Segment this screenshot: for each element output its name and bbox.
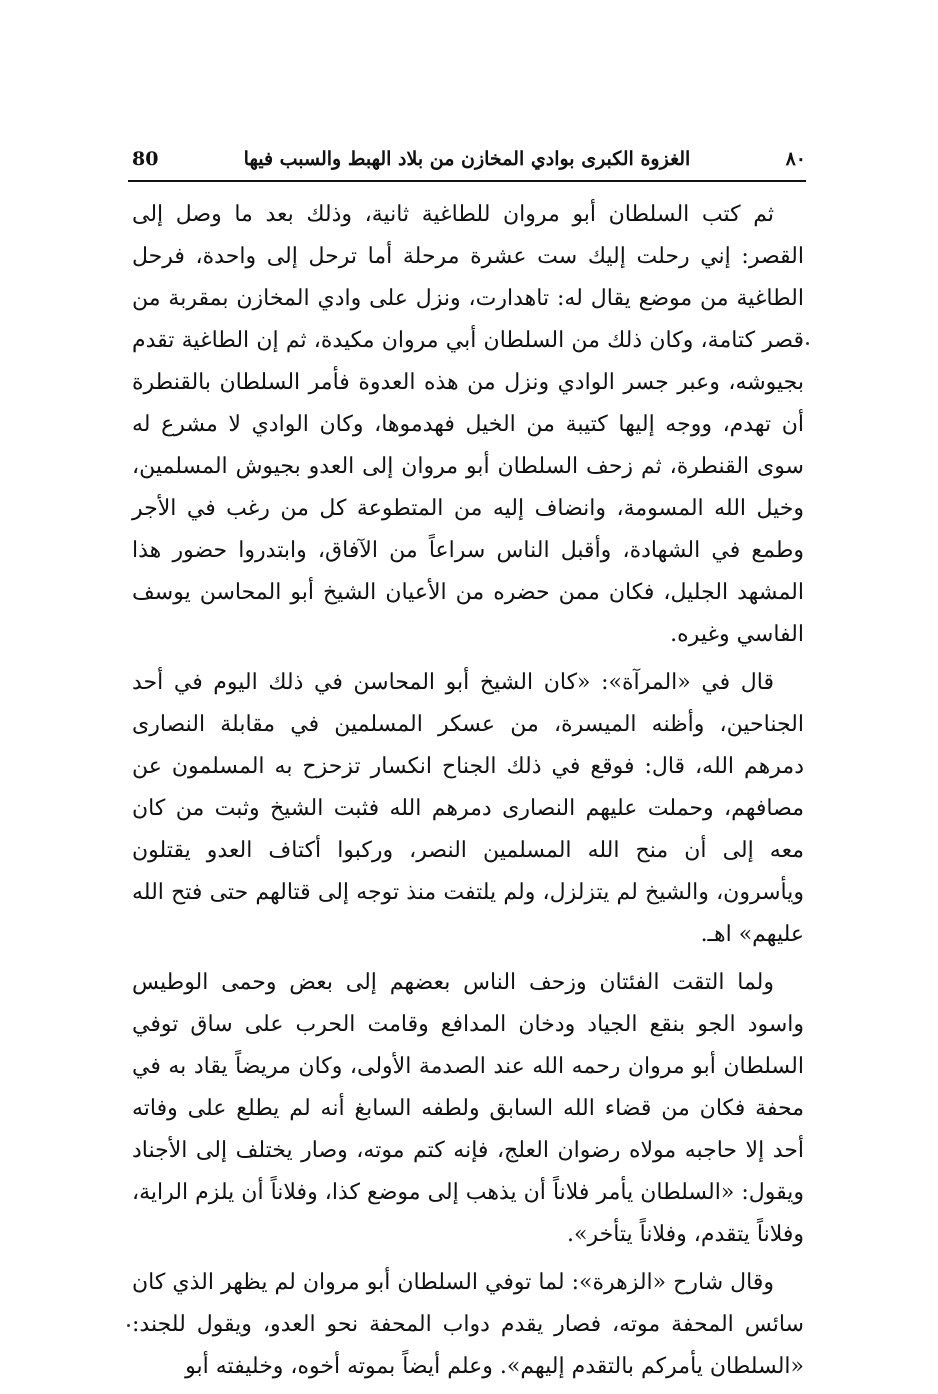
scan-speck <box>127 1324 130 1327</box>
page-number-latin: 80 <box>132 148 159 170</box>
paragraph-4: وقال شارح «الزهرة»: لما توفي السلطان أبو مروان لم يظهر الذي كان سائس المحفة موته، فصار يقدم دواب المحفة نحو العدو، ويقول للجند: «السلطان يأمركم بالتقدم إليهم». وعلم أيضاً بموته أخوه، وخليفته أبو <box>132 1270 804 1379</box>
running-title: الغزوة الكبرى بوادي المخازن من بلاد الهبط والسبب فيها <box>243 148 691 170</box>
page-body <box>132 194 804 1394</box>
running-header <box>128 146 806 182</box>
scan-speck <box>806 342 809 345</box>
paragraph-3: ولما التقت الفئتان وزحف الناس بعضهم إلى بعض وحمى الوطيس واسود الجو بنقع الجياد ودخان المدافع وقامت الحرب على ساق توفي السلطان أبو مروان رحمه الله عند الصدمة الأولى، وكان مريضاً يقاد به في محفة فكان من قضاء الله السابق ولطفه السابغ أنه لم يطلع على وفاته أحد إلا حاجبه مولاه رضوان العلج، فإنه كتم موته، وصار يختلف إلى الأجناد ويقول: «السلطان يأمر فلاناً أن يذهب إلى موضع كذا، وفلاناً أن يلزم الراية، وفلاناً يتقدم، وفلاناً يتأخر». <box>132 970 804 1247</box>
page-number-arabic: ٨٠ <box>785 148 806 170</box>
paragraph-2: قال في «المرآة»: «كان الشيخ أبو المحاسن في ذلك اليوم في أحد الجناحين، وأظنه الميسرة، من عسكر المسلمين في مقابلة النصارى دمرهم الله، قال: فوقع في ذلك الجناح انكسار تزحزح به المسلمون عن مصافهم، وحملت عليهم النصارى دمرهم الله فثبت الشيخ وثبت من كان معه إلى أن منح الله المسلمين النصر، وركبوا أكتاف العدو يقتلون ويأسرون، والشيخ لم يتزلزل، ولم يلتفت منذ توجه إلى قتالهم حتى فتح الله عليهم» اهـ. <box>132 670 804 947</box>
paragraph-1: ثم كتب السلطان أبو مروان للطاغية ثانية، وذلك بعد ما وصل إلى القصر: إني رحلت إليك ست عشرة مرحلة أما ترحل إلى واحدة، فرحل الطاغية من موضع يقال له: تاهدارت، ونزل على وادي المخازن بمقربة من قصر كتامة، وكان ذلك من السلطان أبي مروان مكيدة، ثم إن الطاغية تقدم بجيوشه، وعبر جسر الوادي ونزل من هذه العدوة فأمر السلطان بالقنطرة أن تهدم، ووجه إليها كتيبة من الخيل فهدموها، وكان الوادي لا مشرع له سوى القنطرة، ثم زحف السلطان أبو مروان إلى العدو بجيوش المسلمين، وخيل الله المسومة، وانضاف إليه من المتطوعة كل من رغب في الأجر وطمع في الشهادة، وأقبل الناس سراعاً من الآفاق، وابتدروا حضور هذا المشهد الجليل، فكان ممن حضره من الأعيان الشيخ أبو المحاسن يوسف الفاسي وغيره. <box>132 202 804 647</box>
